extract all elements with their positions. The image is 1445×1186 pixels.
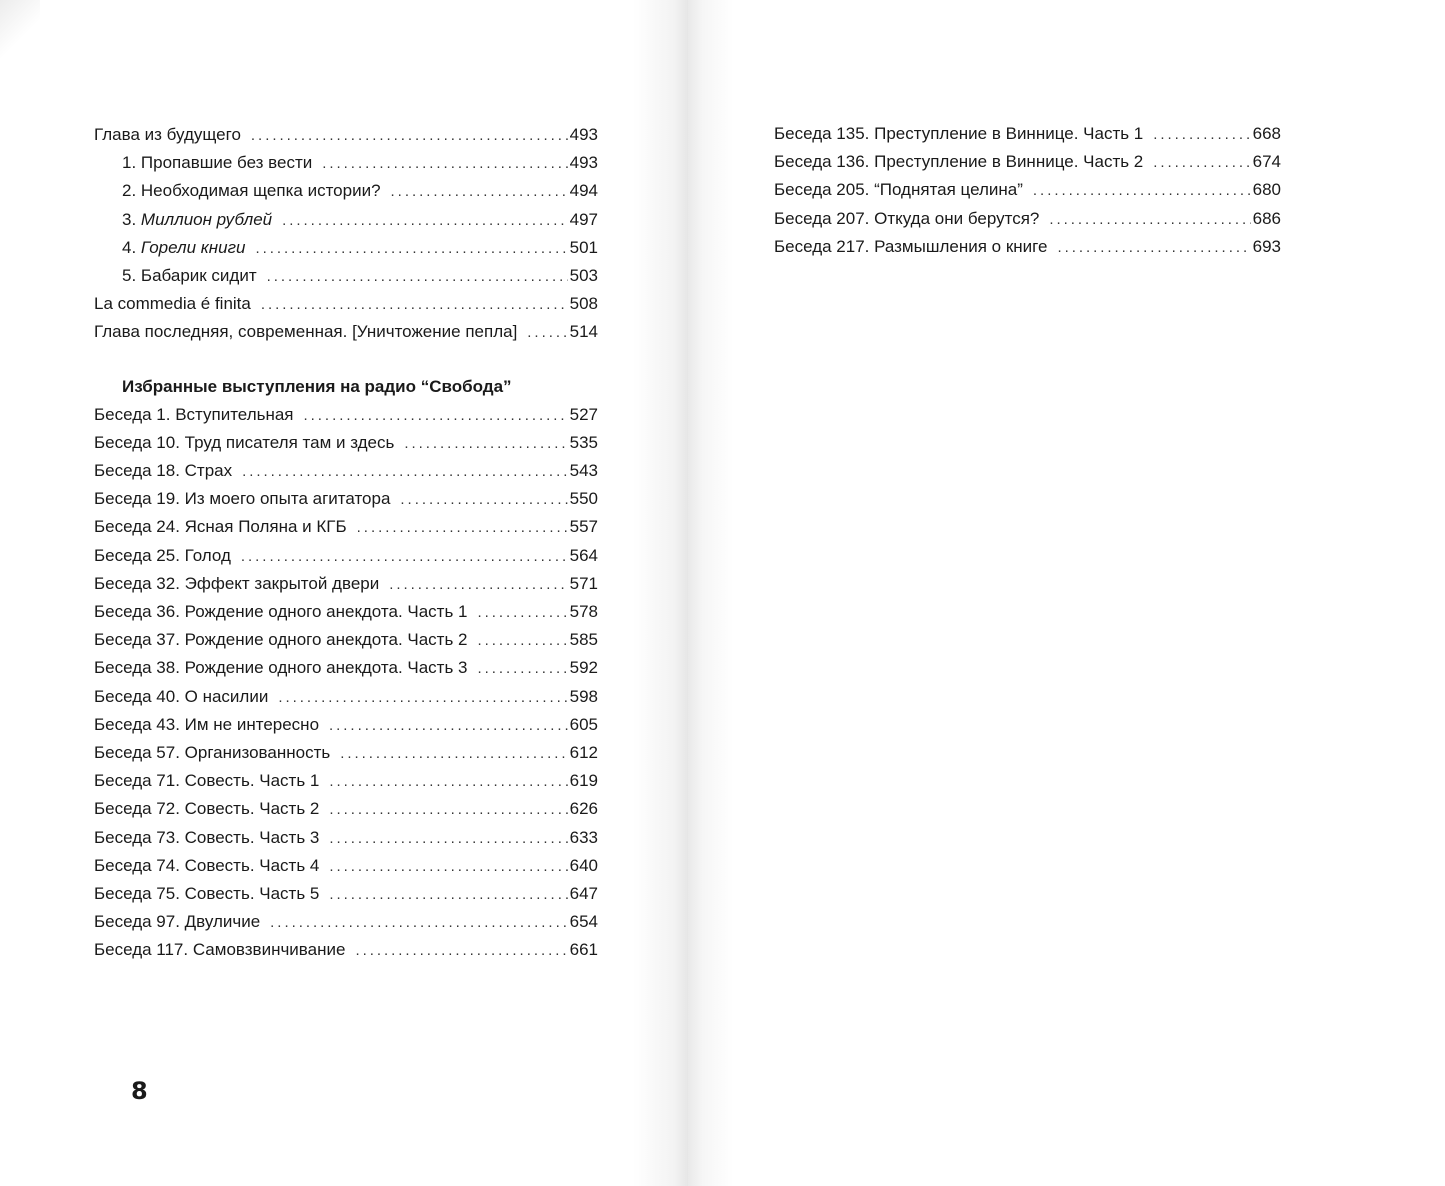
toc-entry — [94, 824, 598, 852]
section-heading: Избранные выступления на радио “Свобода” — [122, 376, 512, 396]
dot-leader — [1049, 206, 1250, 234]
toc-entry — [94, 936, 598, 964]
entry-page-number: 578 — [569, 602, 598, 621]
page-number: 8 — [131, 1077, 148, 1105]
entry-title: Беседа 72. Совесть. Часть 2 — [94, 799, 320, 819]
entry-page-number: 626 — [569, 799, 598, 819]
toc-entry — [774, 233, 1281, 261]
entry-page-number: 564 — [569, 545, 598, 565]
entry-title: Беседа 18. Страх — [94, 461, 233, 481]
dot-leader — [400, 486, 567, 514]
entry-page-number: 661 — [569, 940, 598, 960]
dot-leader — [389, 571, 567, 599]
entry-page-number: 493 — [569, 153, 598, 173]
entry-page-number: 612 — [569, 742, 598, 762]
entry-page-number: 493 — [569, 125, 598, 144]
dot-leader — [391, 178, 568, 206]
toc-entry — [94, 318, 598, 346]
left-page — [0, 0, 688, 1186]
entry-page-number: 693 — [1252, 236, 1281, 256]
table-of-contents-left — [94, 121, 598, 964]
entry-title: Пропавшие без вести — [140, 153, 313, 173]
toc-entry — [94, 570, 598, 598]
entry-title: Беседа 38. Рождение одного анекдота. Часть 3 — [94, 658, 468, 678]
entry-page-number: 605 — [569, 714, 598, 734]
entry-title: Беседа 1. Вступительная — [94, 404, 294, 424]
dot-leader — [355, 937, 567, 965]
entry-title: Бабарик сидит — [140, 265, 257, 285]
entry-page-number: 550 — [569, 489, 598, 509]
entry-title: Беседа 207. Откуда они берутся? — [774, 208, 1040, 228]
entry-page-number: 592 — [569, 658, 598, 678]
toc-entry — [94, 149, 598, 177]
entry-title: Беседа 217. Размышления о книге — [774, 236, 1048, 256]
entry-number: 5. — [122, 265, 141, 285]
entry-page-number: 633 — [569, 827, 598, 847]
entry-page-number: 543 — [569, 461, 598, 481]
toc-entry — [94, 121, 598, 149]
page-corner-shadow — [0, 0, 40, 60]
toc-entry — [774, 205, 1281, 233]
entry-page-number: 535 — [569, 432, 598, 452]
dot-leader — [270, 909, 567, 937]
toc-entry — [94, 401, 598, 429]
toc-entry — [94, 654, 598, 682]
dot-leader — [278, 684, 567, 712]
entry-title: Беседа 10. Труд писателя там и здесь — [94, 432, 395, 452]
entry-page-number: 598 — [569, 686, 598, 706]
dot-leader — [329, 768, 567, 796]
dot-leader — [478, 599, 568, 627]
toc-entry — [94, 908, 598, 936]
entry-title: Беседа 36. Рождение одного анекдота. Часть 1 — [94, 602, 468, 621]
entry-page-number: 571 — [569, 573, 598, 593]
dot-leader — [357, 514, 568, 542]
toc-entry — [94, 485, 598, 513]
entry-page-number: 514 — [569, 322, 598, 342]
entry-title: Беседа 73. Совесть. Часть 3 — [94, 827, 320, 847]
toc-entry — [774, 120, 1281, 148]
toc-entry — [94, 739, 598, 767]
entry-page-number: 640 — [569, 855, 598, 875]
entry-title: Беседа 135. Преступление в Виннице. Часть 1 — [774, 124, 1144, 143]
toc-entry — [94, 683, 598, 711]
dot-leader — [329, 796, 567, 824]
entry-title: Беседа 40. О насилии — [94, 686, 269, 706]
dot-leader — [1153, 121, 1250, 149]
entry-title: La commedia é finita — [94, 294, 251, 314]
toc-entry — [94, 429, 598, 457]
toc-entry — [94, 795, 598, 823]
entry-page-number: 557 — [569, 517, 598, 537]
radio-talk-entries-continued — [774, 120, 1281, 261]
dot-leader — [255, 235, 567, 263]
toc-entry — [94, 513, 598, 541]
dot-leader — [329, 853, 567, 881]
entry-title: Беседа 32. Эффект закрытой двери — [94, 573, 380, 593]
chapter-entries — [94, 121, 598, 347]
dot-leader — [267, 263, 568, 291]
section-spacer — [94, 347, 598, 373]
toc-entry — [94, 598, 598, 626]
toc-entry — [94, 234, 598, 262]
right-page — [688, 0, 1445, 1186]
dot-leader — [329, 881, 567, 909]
entry-page-number: 647 — [569, 883, 598, 903]
entry-page-number: 668 — [1252, 124, 1281, 143]
toc-entry — [94, 206, 598, 234]
entry-page-number: 508 — [569, 294, 598, 314]
dot-leader — [329, 712, 568, 740]
entry-title: Беседа 205. “Поднятая целина” — [774, 180, 1023, 200]
toc-entry — [94, 457, 598, 485]
entry-title: Беседа 57. Организованность — [94, 742, 331, 762]
dot-leader — [282, 207, 567, 235]
entry-page-number: 585 — [569, 630, 598, 650]
entry-title: Беседа 136. Преступление в Виннице. Часть 2 — [774, 152, 1144, 172]
entry-title: Беседа 75. Совесть. Часть 5 — [94, 883, 320, 903]
toc-entry — [774, 148, 1281, 176]
toc-entry — [94, 290, 598, 318]
entry-number: 4. — [122, 237, 141, 257]
dot-leader — [340, 740, 567, 768]
toc-entry — [94, 711, 598, 739]
entry-title: Миллион рублей — [140, 209, 273, 229]
dot-leader — [251, 122, 568, 150]
entry-title: Беседа 25. Голод — [94, 545, 231, 565]
entry-title: Глава из будущего — [94, 125, 241, 144]
entry-page-number: 619 — [569, 771, 598, 791]
toc-entry — [774, 176, 1281, 204]
entry-title: Беседа 24. Ясная Поляна и КГБ — [94, 517, 347, 537]
dot-leader — [1033, 177, 1251, 205]
entry-page-number: 680 — [1252, 180, 1281, 200]
entry-title: Беседа 71. Совесть. Часть 1 — [94, 771, 320, 791]
entry-title: Глава последняя, современная. [Уничтожение пепла] — [94, 322, 518, 342]
entry-number: 3. — [122, 209, 141, 229]
entry-page-number: 501 — [569, 237, 598, 257]
entry-number: 2. — [122, 181, 141, 201]
entry-page-number: 654 — [569, 912, 598, 932]
dot-leader — [1153, 149, 1250, 177]
dot-leader — [261, 291, 568, 319]
entry-page-number: 527 — [569, 404, 598, 424]
dot-leader — [242, 458, 568, 486]
table-of-contents-right — [774, 120, 1281, 261]
entry-title: Горели книги — [140, 237, 246, 257]
toc-entry — [94, 852, 598, 880]
entry-title: Беседа 117. Самовзвинчивание — [94, 940, 346, 960]
entry-title: Беседа 19. Из моего опыта агитатора — [94, 489, 391, 509]
dot-leader — [478, 655, 568, 683]
dot-leader — [1057, 234, 1250, 262]
entry-title: Беседа 97. Двуличие — [94, 912, 261, 932]
entry-page-number: 494 — [569, 181, 598, 201]
entry-page-number: 497 — [569, 209, 598, 229]
dot-leader — [322, 150, 567, 178]
toc-entry — [94, 262, 598, 290]
entry-title: Необходимая щепка истории? — [140, 181, 381, 201]
dot-leader — [478, 627, 568, 655]
entry-number: 1. — [122, 153, 141, 173]
dot-leader — [241, 543, 568, 571]
entry-page-number: 686 — [1252, 208, 1281, 228]
dot-leader — [304, 402, 568, 430]
toc-entry — [94, 767, 598, 795]
toc-entry — [94, 177, 598, 205]
toc-entry — [94, 626, 598, 654]
entry-page-number: 503 — [569, 265, 598, 285]
entry-title: Беседа 37. Рождение одного анекдота. Часть 2 — [94, 630, 468, 650]
dot-leader — [329, 825, 567, 853]
entry-title: Беседа 43. Им не интересно — [94, 714, 320, 734]
dot-leader — [404, 430, 567, 458]
dot-leader — [527, 319, 567, 347]
toc-entry — [94, 880, 598, 908]
entry-title: Беседа 74. Совесть. Часть 4 — [94, 855, 320, 875]
toc-entry — [94, 542, 598, 570]
radio-talk-entries — [94, 401, 598, 965]
entry-page-number: 674 — [1252, 152, 1281, 172]
